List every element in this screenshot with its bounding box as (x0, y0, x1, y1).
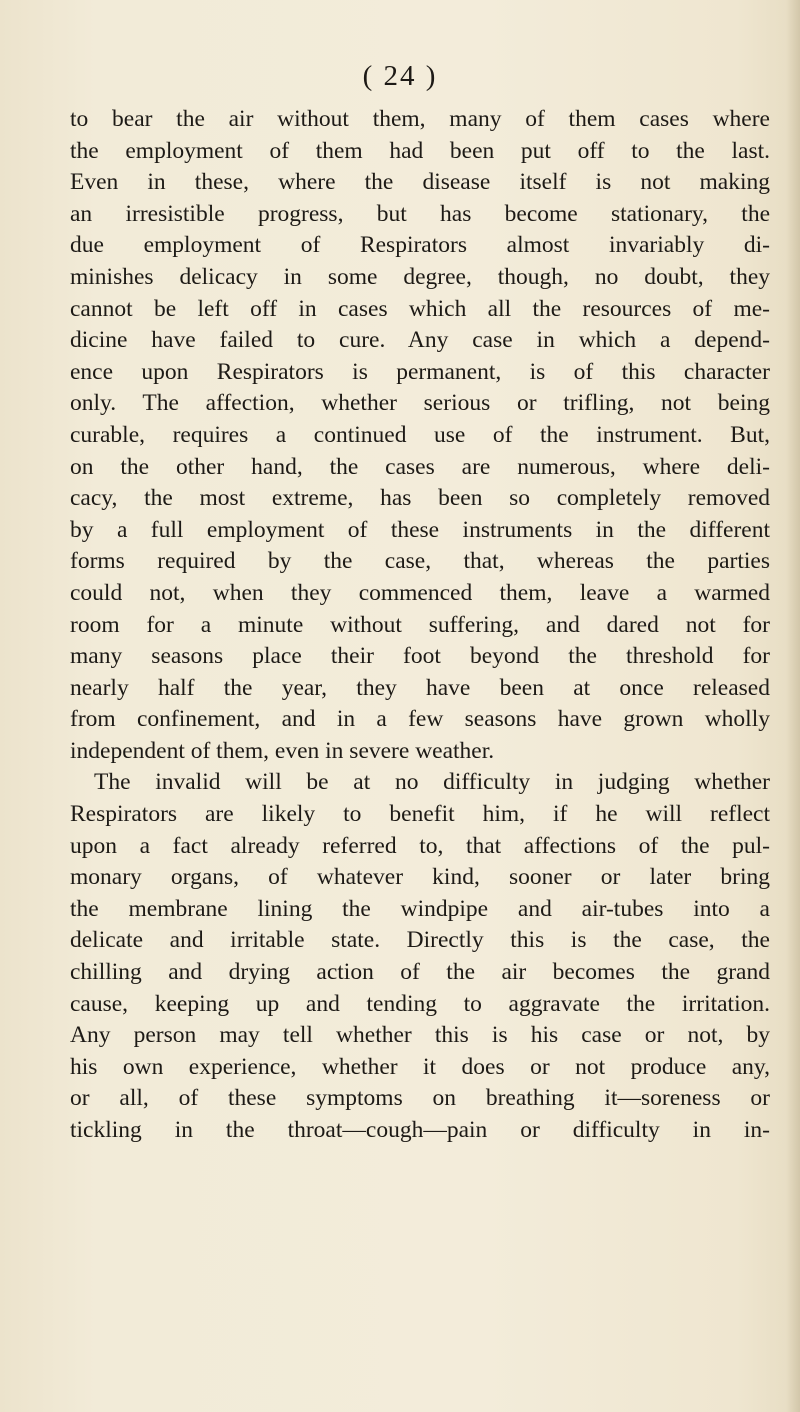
text-line: curable, requires a continued use of the instrument. But, (70, 421, 770, 448)
text-line: only. The affection, whether serious or trifling, not being (70, 390, 770, 417)
text-line: chilling and drying action of the air becomes the grand (70, 959, 770, 986)
text-line: to bear the air without them, many of them cases where (70, 106, 770, 132)
text-line: by a full employment of these instruments in the different (70, 516, 770, 543)
text-line: or all, of these symptoms on breathing it—soreness or (70, 1085, 770, 1112)
text-line: cannot be left off in cases which all the resources of me- (70, 295, 770, 322)
text-line: independent of them, even in severe weather. (70, 737, 495, 764)
text-line: Even in these, where the disease itself is not making (70, 169, 770, 196)
text-line: minishes delicacy in some degree, though, no doubt, they (70, 263, 770, 290)
text-line: room for a minute without suffering, and dared not for (70, 611, 770, 638)
text-line: Respirators are likely to benefit him, if he will reflect (70, 801, 770, 828)
text-line: many seasons place their foot beyond the threshold for (70, 643, 770, 670)
text-line: his own experience, whether it does or not produce any, (70, 1053, 770, 1080)
text-line: could not, when they commenced them, leave a warmed (70, 579, 770, 606)
page-edge-shadow (786, 0, 800, 1412)
text-line: nearly half the year, they have been at once released (70, 674, 770, 701)
text-line: cacy, the most extreme, has been so completely removed (70, 485, 770, 512)
text-line: tickling in the throat—cough—pain or difficulty in in- (70, 1117, 770, 1143)
text-line: the membrane lining the windpipe and air-tubes into a (70, 895, 770, 922)
text-line: forms required by the case, that, whereas the parties (70, 548, 770, 575)
text-line: ence upon Respirators is permanent, is of this character (70, 358, 770, 385)
text-line: an irresistible progress, but has become stationary, the (70, 200, 770, 227)
text-line: cause, keeping up and tending to aggravate the irritation. (70, 990, 770, 1017)
body-text (70, 104, 770, 1147)
text-line: Any person may tell whether this is his case or not, by (70, 1022, 770, 1049)
text-line: delicate and irritable state. Directly this is the case, the (70, 927, 770, 954)
text-line: the employment of them had been put off to the last. (70, 137, 770, 164)
text-line: upon a fact already referred to, that affections of the pul- (70, 832, 770, 859)
text-line: on the other hand, the cases are numerous, where deli- (70, 453, 770, 480)
text-line: from confinement, and in a few seasons have grown wholly (70, 706, 770, 733)
page-number: ( 24 ) (362, 60, 438, 92)
text-line: due employment of Respirators almost invariably di- (70, 232, 770, 259)
text-line: The invalid will be at no difficulty in judging whether (94, 769, 770, 796)
text-line: dicine have failed to cure. Any case in which a depend- (70, 327, 770, 354)
text-line: monary organs, of whatever kind, sooner or later bring (70, 864, 770, 891)
